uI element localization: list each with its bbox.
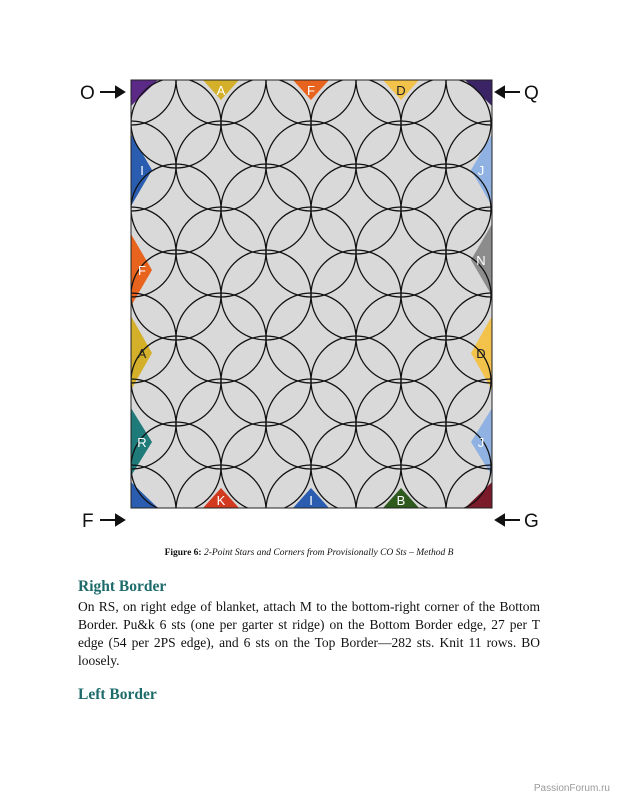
quilt-diagram: [76, 78, 542, 542]
arrow-label-q: Q: [524, 83, 539, 104]
left-label-i: I: [140, 163, 144, 178]
right-label-j: J: [477, 163, 485, 178]
arrow-label-g: G: [524, 511, 539, 532]
arrow-o-icon: [100, 87, 124, 97]
caption-text: 2-Point Stars and Corners from Provisionally CO Sts – Method B: [203, 548, 454, 558]
left-label-a: A: [137, 346, 147, 361]
right-label-j-2: J: [477, 435, 485, 450]
top-label-d: D: [396, 83, 406, 98]
top-label-f: F: [307, 83, 315, 98]
arrow-f-icon: [100, 515, 124, 525]
arrow-label-f: F: [82, 511, 94, 532]
right-label-d: D: [476, 346, 486, 361]
left-label-f: F: [138, 263, 146, 278]
arrow-g-icon: [496, 515, 520, 525]
bottom-label-i: I: [309, 493, 313, 508]
right-border-paragraph: On RS, on right edge of blanket, attach M to the bottom-right corner of the Bottom Border. Pu&k 6 sts (one per garter st ridge) on the Bottom Border edge, 27 per T edge (54 per 2PS edge), and 6 sts on the Top Border—282 sts. Knit 11 rows. BO loosely.: [78, 599, 540, 668]
right-label-n: N: [476, 253, 486, 268]
left-label-r: R: [137, 435, 147, 450]
bottom-label-k: K: [216, 493, 226, 508]
arrow-label-o: O: [80, 83, 95, 104]
arrow-q-icon: [496, 87, 520, 97]
caption-label: Figure 6:: [164, 548, 202, 558]
watermark: PassionForum.ru: [533, 783, 610, 794]
top-label-a: A: [216, 83, 226, 98]
right-border-heading: Right Border: [78, 578, 167, 595]
bottom-label-b: B: [396, 493, 406, 508]
left-border-heading: Left Border: [78, 686, 157, 703]
figure-caption: [0, 548, 618, 558]
